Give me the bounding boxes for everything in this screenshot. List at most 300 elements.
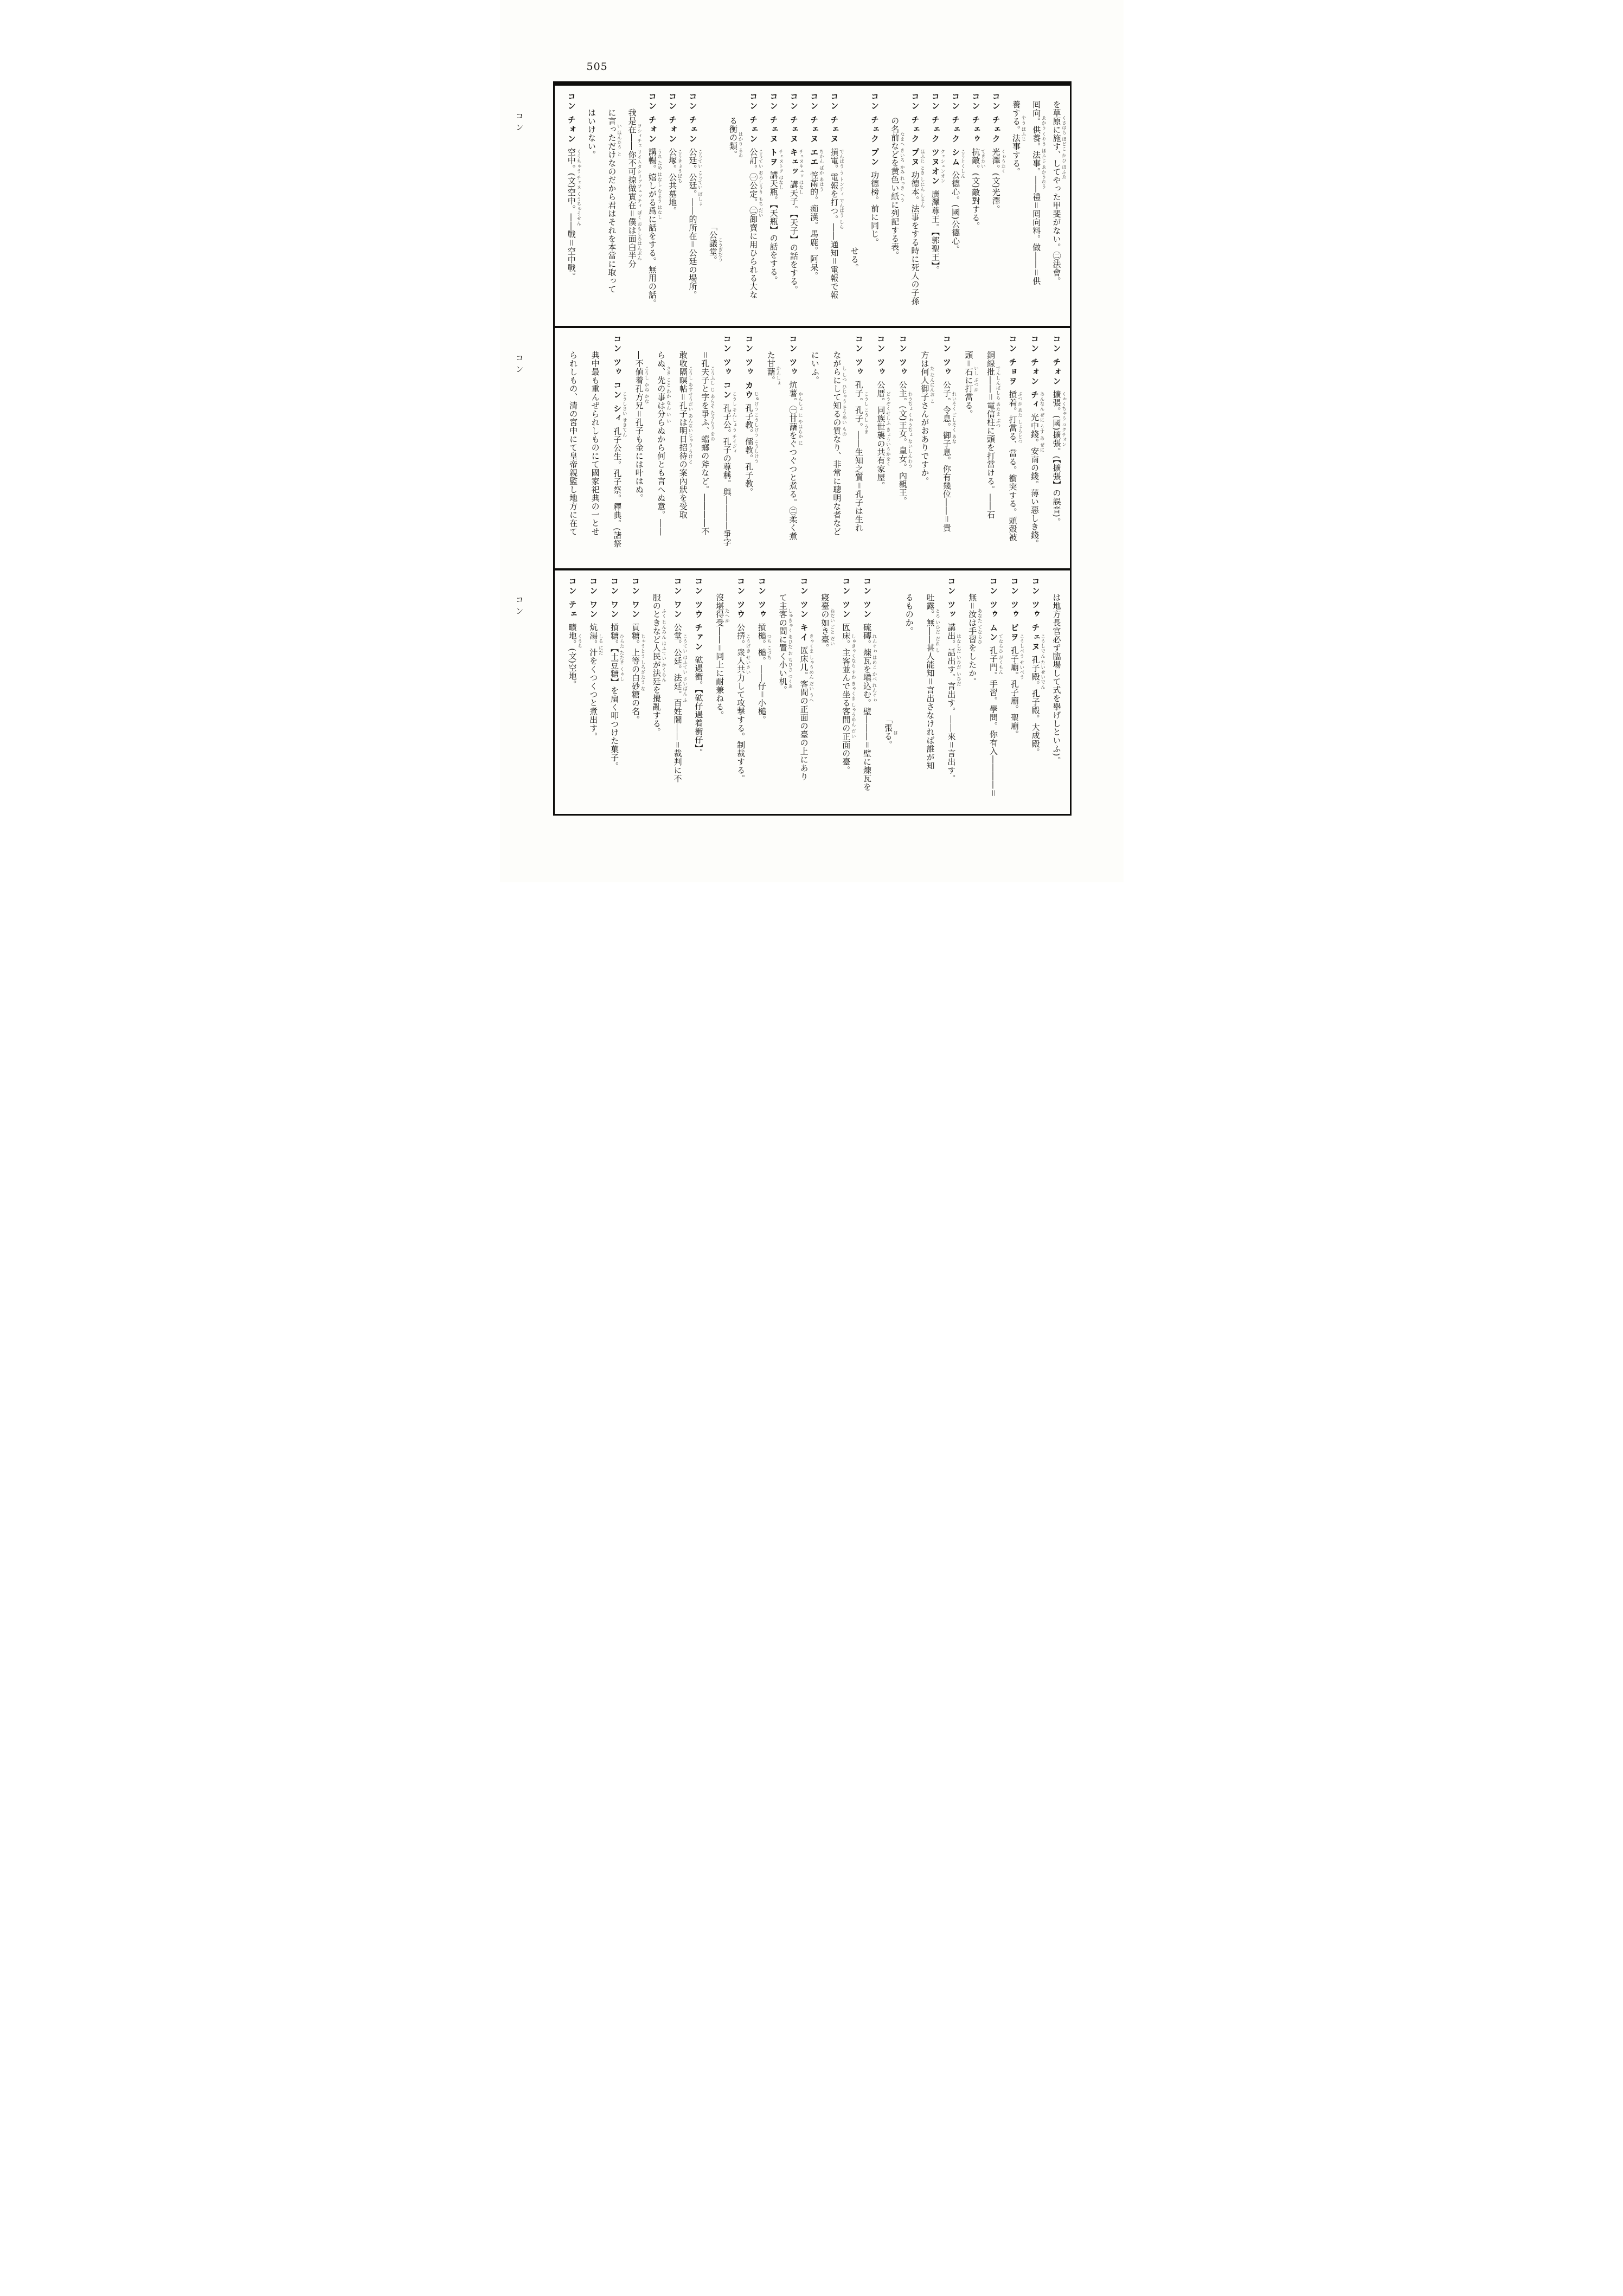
entry-column: [669, 335, 691, 564]
entry-text: [1030, 335, 1038, 564]
furigana: くゎうたく: [1000, 149, 1006, 174]
entry-text: [789, 92, 798, 322]
entry-column: [686, 577, 707, 809]
entry-column: [735, 335, 758, 564]
definition: ―不値着孔方兄＝孔子も金には叶はぬ。: [634, 351, 644, 503]
headword: コン チェク プヌ: [910, 92, 920, 167]
headword: コン チェゥ: [971, 92, 981, 144]
headword: コン チェヌ トヲ: [768, 92, 779, 167]
furigana: ねだい ごと だい: [829, 608, 835, 646]
furigana: こうてい こうてい ばしょ: [697, 149, 703, 207]
furigana: でんしんばしら あたま ぶつ: [995, 366, 1000, 428]
headword: コン チォン チィ: [1029, 335, 1040, 409]
entry-text: [722, 335, 731, 564]
entry-text: [591, 351, 599, 564]
headword: コン ワン: [630, 577, 640, 619]
headword: コン ツン: [862, 577, 873, 619]
entry-column: [939, 577, 960, 809]
definition: 硫磚。煉瓦を塡込む。壁―――＝壁に煉瓦を: [862, 623, 873, 791]
definition: 孔子廟。孔子廟。聖廟。: [1009, 646, 1019, 739]
entry-text: [876, 335, 884, 564]
headword: コン ツゥ ムン: [989, 577, 999, 643]
headword: コン ツッ: [946, 577, 957, 619]
entry-column: [791, 577, 812, 809]
entry-text: [736, 577, 745, 809]
entry-column: [581, 335, 604, 564]
definition: 炕薯。㊀甘藷をぐつぐつと煮る。㊁柔く煮: [788, 380, 798, 541]
definition: 功德榜。前に同じ。: [869, 170, 880, 247]
definition: 公主。(文)王女。皇女。內親王。: [897, 380, 908, 505]
definition: 摃着。打當る、當る。衝突する。頭殻被: [1008, 390, 1018, 542]
entry-text: [1052, 335, 1061, 564]
entry-text: [715, 593, 723, 809]
furigana: かんしょ に やはらか に: [797, 392, 803, 446]
definition: 講出。話出す。言出す。――來＝言出す。: [946, 623, 957, 783]
furigana: くうち: [576, 634, 582, 649]
entry-column: [600, 92, 620, 322]
furigana: じゃうとう しろざたう な: [639, 634, 645, 691]
entry-text: [883, 715, 892, 809]
definition: 公塚。公共墓地。: [668, 147, 678, 215]
definition: 講暢。嬉しがる爲に話をする。無用の話。: [647, 147, 657, 307]
furigana: た なんにんお こ: [929, 366, 935, 404]
headword: コン ツゥ コン シィ: [612, 335, 623, 424]
headword: コン ツウ チァン: [694, 577, 704, 652]
entry-column: [761, 92, 784, 322]
definition: 我是在――你不可掠做實在＝僕は面白半分: [627, 108, 637, 268]
definition: 公子。令息。御子息。你有幾位――＝貴: [941, 380, 952, 532]
furigana: ぶつか あた しょうとつ: [1017, 392, 1023, 444]
furigana: くゎくちゃう コクチォン: [1061, 392, 1067, 447]
definition: 摃槌。槌。――仔＝小槌。: [756, 623, 767, 724]
entry-text: [841, 577, 850, 809]
entry-text: [647, 92, 656, 322]
entry-text: [728, 117, 737, 322]
entry-column: [801, 335, 823, 564]
definition: 功德本。法事をする時に死人の子孫: [910, 170, 920, 305]
definition: 孔子公。孔子の尊稱。與――――爭字: [722, 403, 732, 547]
entry-column: [863, 92, 883, 322]
entry-column: [644, 577, 665, 809]
definition: 貢糖。上等の白砂糖の名。: [630, 623, 640, 724]
definition: 敢收隔暝帖＝孔子は明日招待の案內狀を受取: [678, 351, 688, 520]
headword: コン チェン: [688, 92, 698, 144]
furigana: ヲシィチェ リイムタシリァフェッチィ ぼく おもしろはんぶん: [636, 124, 642, 261]
definition: 孔子。孔子。――生知之質＝孔子は生れ: [854, 380, 864, 532]
margin-index-label: コン: [514, 354, 524, 376]
margin-index-label: コン: [514, 112, 524, 134]
entry-column: [867, 335, 889, 564]
entry-text: [778, 593, 787, 809]
definition: に言っただけなのだから君はそれを本當に取って: [607, 108, 617, 293]
entry-column: [779, 335, 801, 564]
entry-text: [1031, 100, 1040, 322]
definition: 光澤。(文)光澤。: [991, 147, 1001, 214]
entry-column: [681, 92, 701, 322]
entry-text: [708, 222, 717, 322]
furigana: ふく じんみん はふてい かくらん: [660, 608, 666, 682]
entry-column: [601, 577, 623, 809]
definition: 孔子門。手習。學問。你有入――――＝: [989, 646, 999, 798]
definition: の名前などを黄色い紙に列記する表。: [890, 117, 900, 260]
definition: を草原に施す、してやった甲斐がない。㊁法會。: [1051, 100, 1062, 285]
entry-text: [931, 92, 939, 322]
entry-text: [967, 593, 976, 809]
definition: 典中最も重んぜられしものにて國家祀典の一とせ: [590, 351, 600, 536]
furigana: はかり るゐ: [737, 132, 743, 158]
entry-text: [757, 577, 766, 809]
definition: て主客の間に置く小い机。: [778, 593, 788, 694]
entry-text: [910, 92, 919, 322]
furigana: どうぞくせしふ きょういうかをく: [885, 392, 891, 467]
entry-text: [904, 593, 913, 809]
definition: 囘向。供養。法事。――禮＝囘向料。做――＝供: [1031, 100, 1042, 286]
entry-text: [673, 577, 682, 809]
furigana: こうしさい せきてん: [621, 392, 627, 438]
definition: た甘藷。: [766, 351, 776, 384]
headword: コン ツゥ コン: [722, 335, 732, 400]
definition: 講天子。【天子】の話をする。: [788, 180, 799, 294]
furigana: わうぢょ くゎうぢょ ないしんわう: [907, 392, 913, 469]
headword: コン ツン キイ: [799, 577, 809, 643]
entry-column: [665, 577, 686, 809]
definition: は地方長官必ず臨場して式を擧げしといふ)。: [1051, 593, 1062, 765]
furigana: いし ぶつか: [973, 366, 979, 393]
furigana: しる にだ: [598, 634, 604, 656]
furigana: こうし そんしょう チイジィ: [731, 392, 737, 454]
definition: 曠地。(文)空地。: [567, 623, 578, 689]
page-frame: [553, 81, 1072, 816]
headword: コン チェヌ キェッ: [788, 92, 799, 177]
furigana: こうし こうし うま: [863, 392, 869, 434]
furigana: とろ いひだ だれ し: [934, 608, 940, 653]
entry-text: [870, 92, 878, 322]
entry-text: [920, 351, 929, 564]
definition: 方は何人御子さんがおありですか。: [920, 351, 930, 485]
furigana: ほふじ とき しにん しそん: [919, 149, 925, 208]
entry-column: [782, 92, 802, 322]
entry-text: [989, 577, 997, 809]
entry-text: [951, 92, 959, 322]
entry-column: [823, 335, 845, 564]
definition: 光中錢。安南の錢。薄い惡しき錢。: [1029, 413, 1040, 548]
definition: にいふ。: [810, 351, 820, 384]
entry-text: [744, 335, 753, 564]
definition: 空中。(文)空中。――戰＝空中戰。: [566, 147, 576, 281]
furigana: てきたい: [980, 149, 986, 169]
entry-text: [832, 351, 841, 564]
definition: 公挵。衆人共力して攻撃する。制裁する。: [736, 623, 746, 783]
entry-column: [1024, 92, 1047, 322]
entry-column: [1043, 335, 1065, 564]
margin-index-label: コン: [514, 595, 524, 618]
headword: コン ツゥ: [876, 335, 886, 377]
entry-text: [991, 92, 1000, 322]
headword: コン ツゥ: [756, 577, 767, 619]
furigana: きゃくま しゃうめん だい うへ: [808, 634, 814, 703]
furigana: こうきょうぼち: [677, 149, 683, 183]
entry-text: [1052, 593, 1061, 809]
band-top: [555, 86, 1070, 328]
furigana: てならひ がくもん: [998, 634, 1004, 675]
entry-text: [898, 335, 907, 564]
headword: コン チョヲ: [1008, 335, 1018, 387]
definition: るものか。: [904, 593, 914, 636]
headword: コン テェ: [567, 577, 578, 619]
definition: 無＝汝は手習をしたか。: [967, 593, 978, 686]
entry-column: [833, 577, 854, 809]
entry-text: [766, 351, 775, 564]
furigana: うれ ため はなし むよう はなし: [656, 149, 662, 220]
headword: コン チェヌ: [829, 92, 839, 144]
definition: 銅線批――＝電信柱に頭を打當ける。――石: [985, 351, 996, 520]
page-number: 505: [586, 61, 608, 73]
entry-column: [770, 577, 791, 809]
definition: 擴張。(國)擴張。(【擴張】の誤音)。: [1051, 390, 1062, 526]
entry-column: [980, 577, 1002, 809]
entry-column: [640, 92, 660, 322]
headword: コン チェン: [748, 92, 759, 144]
headword: コン ワン: [672, 577, 683, 619]
definition: 摃電。電報を打つ。――通知＝電報で報: [829, 147, 839, 299]
entry-column: [999, 335, 1021, 564]
entry-text: [890, 117, 899, 322]
entry-column: [741, 92, 764, 322]
entry-column: [923, 92, 944, 322]
entry-column: [959, 577, 983, 809]
headword: コン ツゥ ビヲ: [1009, 577, 1019, 643]
definition: 摃糖。【土豆糖】を扁く叩つけた菓子。: [610, 623, 620, 771]
furigana: こうし あすせうだい あんないじゃう うけと: [687, 366, 693, 464]
entry-text: [1031, 577, 1040, 809]
entry-text: [946, 577, 955, 809]
entry-column: [812, 577, 833, 809]
entry-text: [1010, 577, 1018, 809]
definition: 匟床。主客並んで坐る客間の正面の臺。: [841, 623, 851, 774]
definition: 服のときなど人民が法廷を攪亂する。: [651, 593, 662, 736]
definition: 悾㒼的。痴漢。馬鹿。阿呆。: [809, 170, 819, 280]
furigana: れいそく ごしそく あな: [951, 392, 957, 444]
definition: ながらにして知るの質なり、非常に聰明な者など: [832, 351, 842, 536]
band-bottom: [555, 570, 1070, 813]
entry-column: [977, 335, 999, 564]
definition: 孔子殿。孔子殿。大成殿。: [1030, 655, 1041, 756]
furigana: こうふし じ あらそ たうらう をの: [709, 366, 715, 441]
definition: 公德心。(國)公德心。: [951, 170, 961, 254]
definition: 講天瓶。【天瓶】の話をする。: [768, 170, 779, 285]
entry-text: [854, 335, 863, 564]
entry-column: [757, 335, 779, 564]
entry-text: [986, 351, 995, 564]
entry-text: [567, 92, 575, 322]
entry-column: [842, 92, 862, 322]
furigana: くさはら ほどこ かひ ほふゑ: [1061, 116, 1067, 179]
furigana: つち こづち: [766, 634, 772, 660]
entry-column: [1044, 577, 1065, 809]
definition: 廣澤尊王。【郭聖王】。: [930, 189, 940, 274]
entry-column: [911, 335, 933, 564]
headword: コン ツゥ: [897, 335, 908, 377]
entry-text: [1052, 100, 1061, 322]
definition: 孔子教。儒教。孔子教。: [744, 403, 754, 496]
entry-text: [926, 593, 934, 809]
entry-text: [588, 577, 597, 809]
entry-text: [668, 92, 676, 322]
headword: コン ツゥ: [854, 335, 864, 377]
entry-column: [875, 577, 896, 809]
entry-column: [691, 335, 714, 564]
definition: 頭＝石に打當る。: [964, 351, 974, 419]
entry-text: [862, 577, 871, 809]
dictionary-page-scan: [500, 0, 1124, 882]
entry-column: [559, 92, 579, 322]
furigana: あんなん ぜに うす あ ぜに: [1038, 392, 1044, 452]
furigana: チェヌトヲ はなし: [778, 149, 784, 190]
definition: せる。: [849, 247, 859, 272]
furigana: は: [892, 730, 898, 735]
furigana: こうし かね かな: [643, 366, 649, 404]
definition: 公訂。㊀公定。㊁卸賣に用ひられる大な: [748, 147, 759, 299]
headword: コン ツゥ チェヌ: [1030, 577, 1041, 652]
definition: らぬ、先の事は分らぬから何とも言へぬ意。――: [656, 351, 666, 536]
definition: はいけない。: [587, 108, 597, 159]
entry-text: [631, 577, 639, 809]
entry-text: [850, 247, 858, 322]
entry-text: [627, 108, 636, 322]
definition: 寢臺の如き臺。: [820, 593, 830, 652]
furigana: さき こと わか なん い い: [665, 366, 671, 424]
entry-column: [713, 335, 735, 564]
definition: 抗敵。(文)敵對する。: [971, 147, 981, 230]
furigana: こうてい はふてい さいばん ふ: [682, 634, 688, 703]
definition: られしもの、清の宮中にて皇帝親監し地方に在て: [568, 351, 579, 536]
entry-column: [560, 577, 581, 809]
entry-text: [964, 351, 973, 564]
headword: コン チェク プン: [869, 92, 880, 167]
entry-column: [707, 577, 728, 809]
entry-column: [903, 92, 923, 322]
headword: コン チォン: [668, 92, 678, 144]
entry-text: [700, 351, 709, 564]
furigana: こうしべう せいべう: [1018, 634, 1024, 680]
headword: コン チェヌ エエ: [809, 92, 819, 167]
entry-text: [799, 577, 808, 809]
headword: コン ワン: [588, 577, 599, 619]
furigana: でんぱう う トンチィ でんぱう しら: [838, 149, 844, 229]
furigana: こうげき せいさい: [745, 634, 751, 675]
entry-text: [652, 593, 660, 809]
headword: コン チォン: [566, 92, 576, 144]
entry-column: [625, 335, 647, 564]
definition: 「張る。: [883, 715, 893, 749]
entry-text: [568, 351, 577, 564]
entry-column: [822, 92, 842, 322]
entry-text: [610, 577, 618, 809]
definition: 「公議堂。: [708, 222, 718, 265]
entry-text: [607, 108, 615, 322]
entry-column: [580, 577, 604, 809]
furigana: あなた てならひ: [977, 608, 983, 645]
entry-text: [694, 577, 703, 809]
entry-column: [721, 92, 741, 322]
entry-column: [660, 92, 681, 322]
headword: コン ツゥ カウ: [744, 335, 754, 400]
furigana: なまへ きいろ かみ れっき へう: [899, 132, 905, 202]
furigana: い ほんたう と: [616, 124, 622, 157]
headword: コン ツウ: [736, 577, 746, 619]
entry-column: [1021, 335, 1043, 564]
entry-column: [701, 92, 721, 322]
entry-column: [955, 335, 977, 564]
entry-text: [942, 335, 951, 564]
furigana: こうとくしん: [960, 149, 966, 178]
furigana: はなしだ いひだ いひだ: [955, 634, 961, 687]
definition: 公廷。公廷。――的所在＝公廷の場所。: [688, 147, 698, 299]
definition: 炕湯。汁をくつくつと煮出す。: [588, 623, 599, 741]
entry-column: [749, 577, 770, 809]
entry-text: [748, 92, 757, 322]
furigana: クェシェンオン: [939, 149, 945, 183]
entry-column: [944, 92, 964, 322]
entry-column: [1044, 92, 1067, 322]
entry-column: [933, 335, 955, 564]
furigana: しゅきゃく あひだ お ちひさ つくゑ: [787, 608, 793, 689]
entry-column: [580, 92, 600, 322]
entry-column: [883, 92, 903, 322]
furigana: やう ほふじ: [1020, 116, 1026, 142]
entry-text: [634, 351, 643, 564]
entry-text: [587, 108, 595, 322]
entry-column: [889, 335, 911, 564]
furigana: ゑかう くやう ほふじ ゑかうれう: [1041, 116, 1047, 189]
entry-column: [802, 92, 822, 322]
entry-text: [820, 593, 829, 809]
entry-text: [612, 335, 621, 564]
entry-column: [918, 577, 939, 809]
definition: 匟床几。客間の正面の臺の上にあり: [799, 646, 809, 781]
headword: コン ツゥ: [788, 335, 798, 377]
entry-column: [620, 92, 640, 322]
entry-column: [1023, 577, 1044, 809]
furigana: ちかん ばか あはう: [818, 149, 824, 192]
entry-text: [971, 92, 979, 322]
headword: コン チォン: [1051, 335, 1062, 387]
entry-text: [788, 335, 797, 564]
entry-column: [560, 335, 582, 564]
headword: コン ワン: [610, 577, 620, 619]
furigana: チェヌキェッ はなし: [798, 149, 804, 195]
band-middle: [555, 328, 1070, 570]
entry-column: [604, 335, 626, 564]
entry-text: [810, 351, 819, 564]
entry-text: [830, 92, 838, 322]
definition: 孔子公生。孔子祭。釋典。(諸祭: [612, 427, 623, 548]
definition: 公厝。同族世襲の共有家屋。: [876, 380, 886, 490]
furigana: たへか: [724, 608, 730, 623]
entry-text: [656, 351, 665, 564]
entry-column: [728, 577, 749, 809]
definition: 養する。法事する。: [1011, 100, 1021, 176]
entry-column: [964, 92, 984, 322]
entry-column: [896, 577, 918, 809]
entry-text: [1011, 100, 1020, 322]
entry-column: [845, 335, 867, 564]
furigana: しゅきゃくなら すわ きゃくま しゃうめん だい: [850, 634, 856, 739]
furigana: し しつ ひじゃう そうめい もの: [841, 366, 847, 437]
entry-text: [688, 92, 697, 322]
headword: コン チェク ツヌオン: [930, 92, 940, 186]
furigana: くうちゅう チェヌ くうちゅうせん: [575, 149, 581, 226]
